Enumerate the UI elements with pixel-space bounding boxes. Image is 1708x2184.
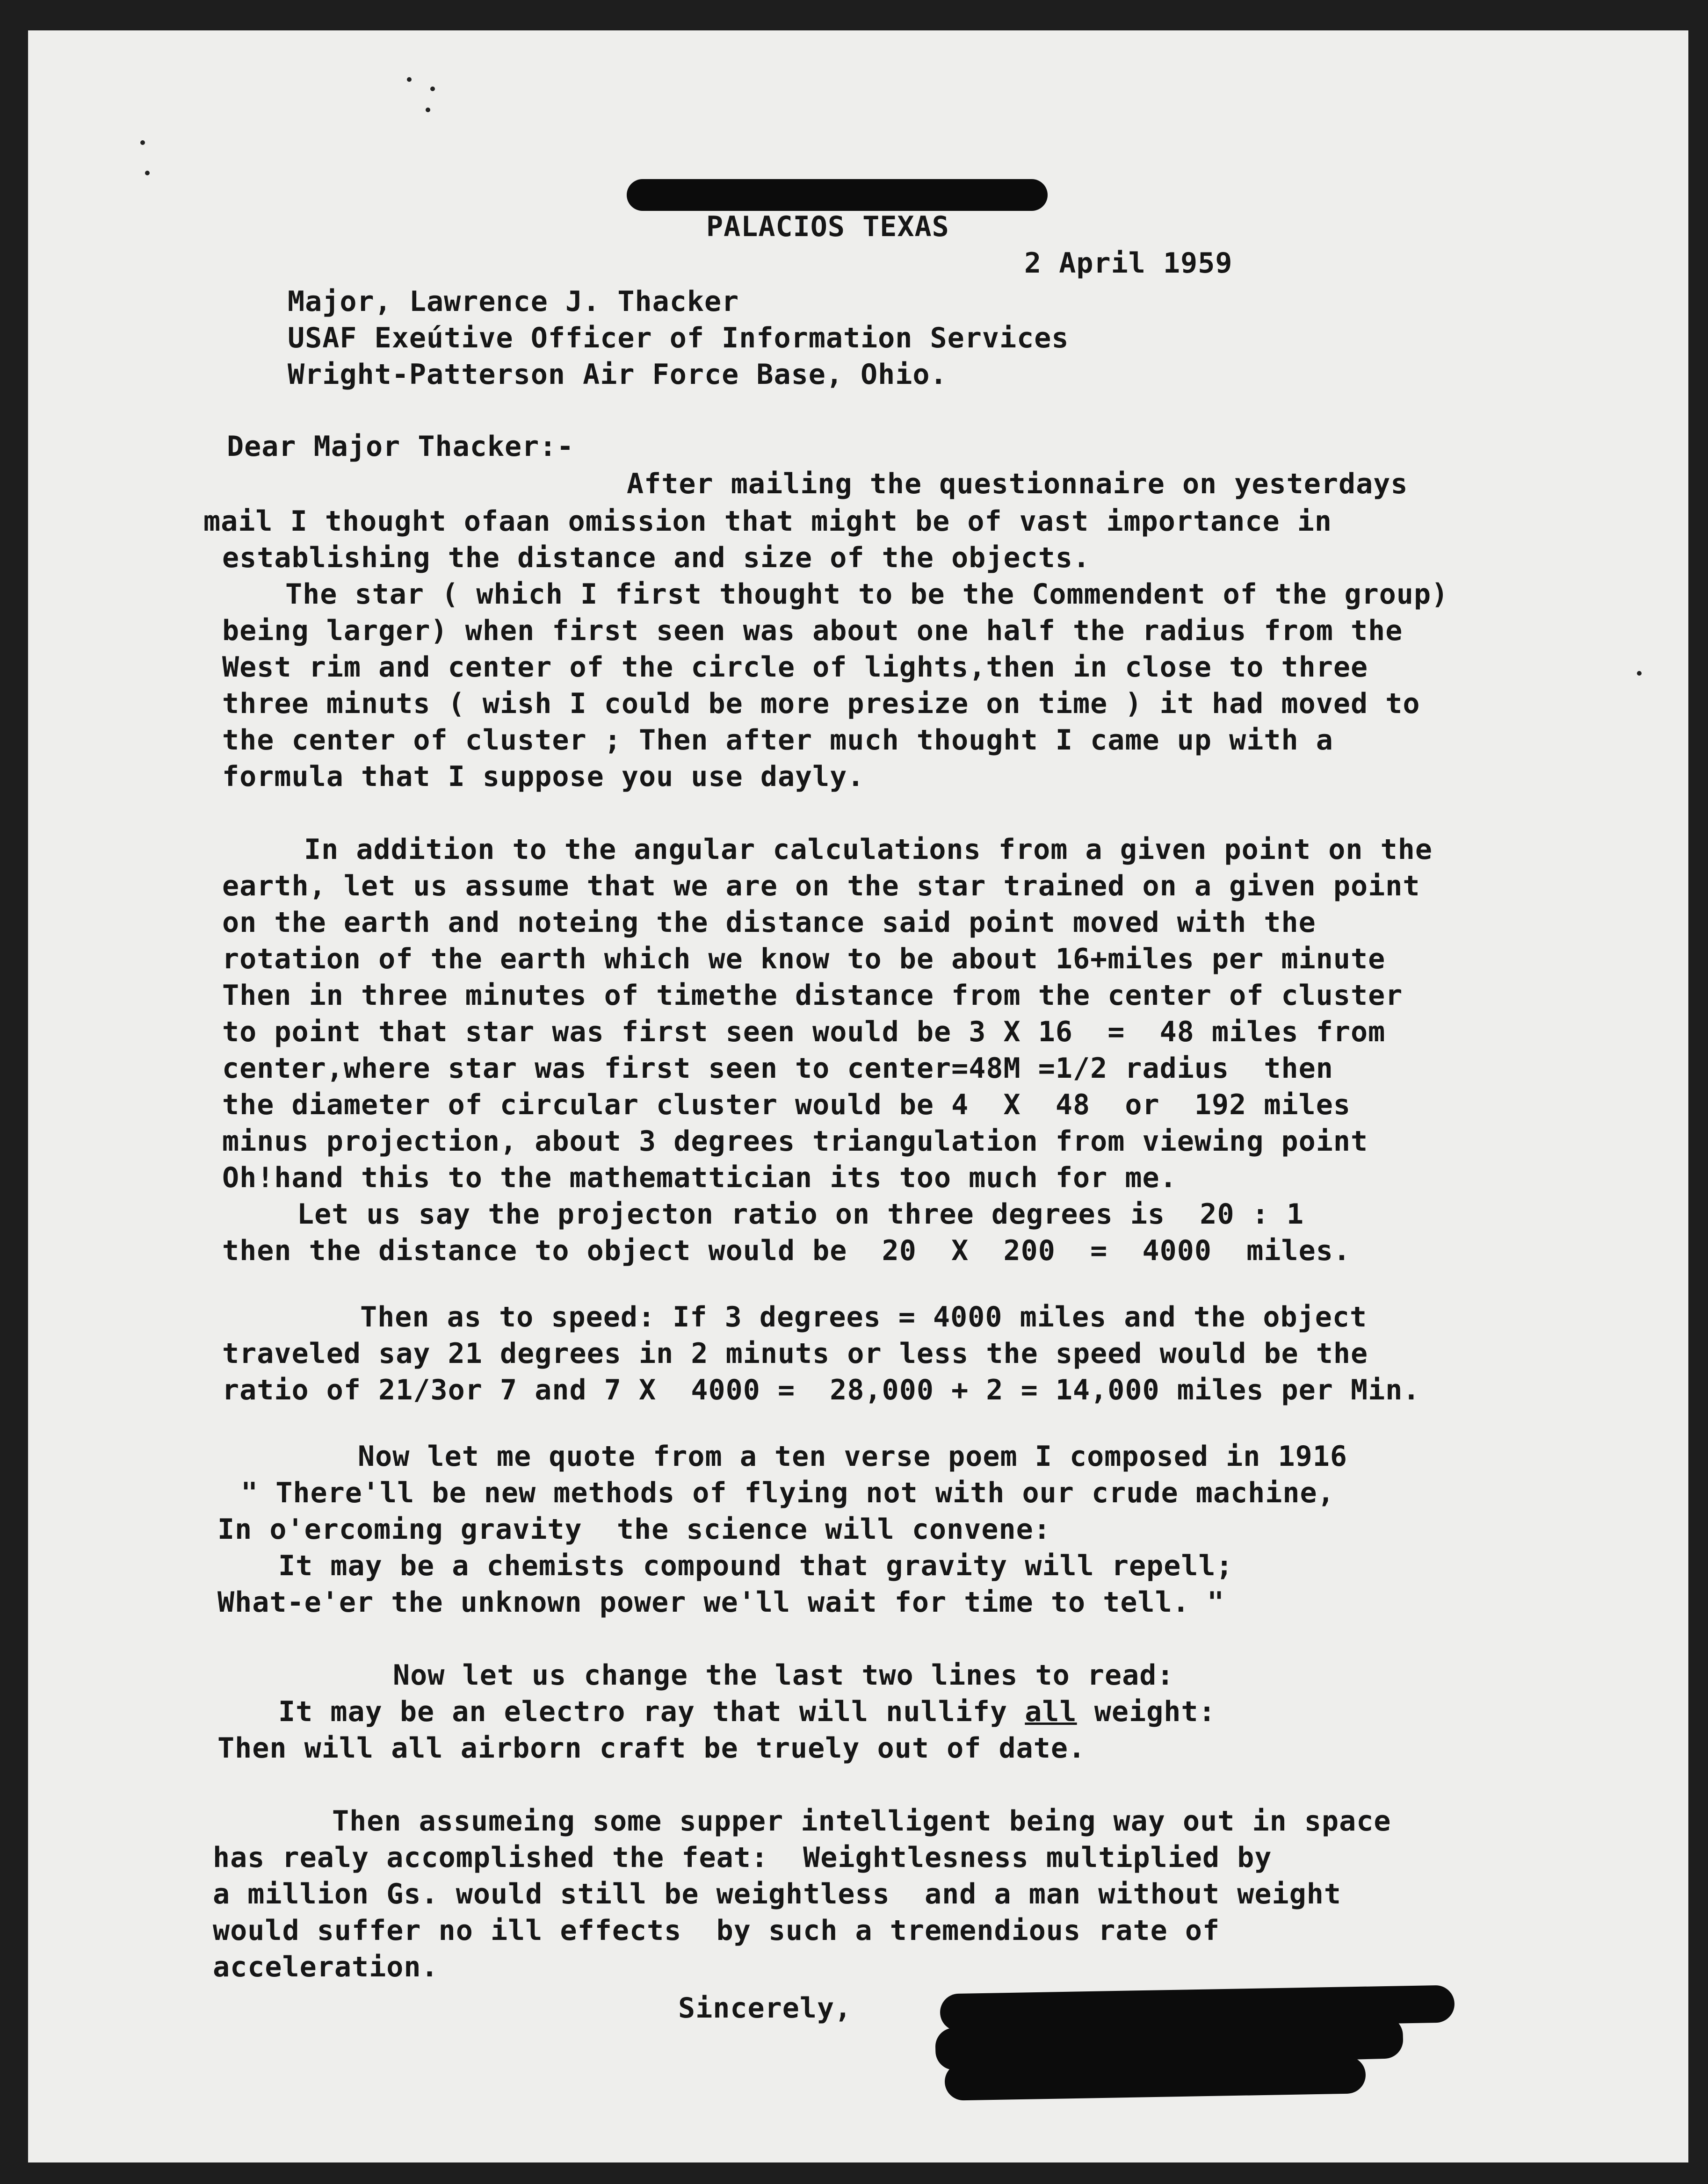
letter-date: 2 April 1959 bbox=[1024, 247, 1233, 280]
changed-line-2: Then will all airborn craft be truely out of date. bbox=[217, 1732, 1086, 1765]
para6-line: would suffer no ill effects by such a tremendious rate of bbox=[213, 1914, 1220, 1947]
scan-speck bbox=[426, 108, 430, 112]
para4-line: then the distance to object would be 20 X 200 = 4000 miles. bbox=[222, 1234, 1351, 1267]
poem-intro: Now let me quote from a ten verse poem I composed in 1916 bbox=[358, 1440, 1348, 1473]
changed-line-1-start: It may be an electro ray that will nullify bbox=[278, 1695, 1025, 1728]
redaction-bar-top bbox=[627, 179, 1048, 211]
para3-line: on the earth and noteing the distance said point moved with the bbox=[222, 906, 1316, 939]
para5-line: Then as to speed: If 3 degrees = 4000 miles and the object bbox=[360, 1301, 1368, 1333]
closing: Sincerely, bbox=[678, 1992, 852, 2025]
para5-line: ratio of 21/3or 7 and 7 X 4000 = 28,000 + 2 = 14,000 miles per Min. bbox=[222, 1374, 1420, 1406]
para6-line: acceleration. bbox=[213, 1951, 439, 1983]
para3-line: rotation of the earth which we know to be about 16+miles per minute bbox=[222, 943, 1386, 975]
para3-line: In addition to the angular calculations from a given point on the bbox=[304, 833, 1433, 866]
para1-line: mail I thought ofaan omission that might be of vast importance in bbox=[203, 505, 1332, 538]
para2-line: three minuts ( wish I could be more presize on time ) it had moved to bbox=[222, 687, 1420, 720]
para2-line: the center of cluster ; Then after much thought I came up with a bbox=[222, 724, 1333, 757]
scan-speck bbox=[145, 171, 150, 175]
address-line-2: USAF Exeútive Officer of Information Services bbox=[288, 322, 1069, 354]
changed-line-1 bbox=[278, 1693, 1216, 1730]
para5-line: traveled say 21 degrees in 2 minuts or less the speed would be the bbox=[222, 1337, 1368, 1370]
para3-line: earth, let us assume that we are on the star trained on a given point bbox=[222, 870, 1420, 902]
para2-line: formula that I suppose you use dayly. bbox=[222, 760, 865, 793]
address-line-1: Major, Lawrence J. Thacker bbox=[288, 285, 739, 318]
para2-line: being larger) when first seen was about one half the radius from the bbox=[222, 614, 1403, 647]
poem-line: In o'ercoming gravity the science will convene: bbox=[217, 1513, 1051, 1546]
scan-speck bbox=[430, 86, 435, 91]
address-line-3: Wright-Patterson Air Force Base, Ohio. bbox=[288, 358, 948, 391]
para2-line: West rim and center of the circle of lights,then in close to three bbox=[222, 651, 1368, 684]
letterhead-city: PALACIOS TEXAS bbox=[706, 210, 949, 243]
para3-line: Oh!hand this to the mathemattician its too much for me. bbox=[222, 1161, 1177, 1194]
para3-line: minus projection, about 3 degrees triangulation from viewing point bbox=[222, 1125, 1368, 1158]
scan-speck bbox=[407, 77, 412, 82]
letter-paper bbox=[28, 30, 1688, 2162]
para1-line: After mailing the questionnaire on yesterdays bbox=[627, 468, 1408, 500]
poem-line: What-e'er the unknown power we'll wait for time to tell. " bbox=[217, 1586, 1225, 1619]
poem-line: It may be a chemists compound that gravity will repell; bbox=[278, 1550, 1233, 1582]
para6-line: has realy accomplished the feat: Weightlesness multiplied by bbox=[213, 1841, 1272, 1874]
redaction-bar-signature bbox=[944, 2056, 1366, 2101]
para6-line: a million Gs. would still be weightless and a man without weight bbox=[213, 1878, 1341, 1910]
para1-line: establishing the distance and size of the objects. bbox=[222, 541, 1091, 574]
para4-line: Let us say the projecton ratio on three degrees is 20 : 1 bbox=[297, 1198, 1304, 1231]
para3-line: Then in three minutes of timethe distance from the center of cluster bbox=[222, 979, 1403, 1012]
change-intro: Now let us change the last two lines to read: bbox=[393, 1659, 1174, 1692]
para3-line: to point that star was first seen would be 3 X 16 = 48 miles from bbox=[222, 1016, 1386, 1048]
para3-line: the diameter of circular cluster would be 4 X 48 or 192 miles bbox=[222, 1088, 1351, 1121]
para2-line: The star ( which I first thought to be the Commendent of the group) bbox=[285, 578, 1449, 611]
scan-speck bbox=[140, 140, 145, 145]
para3-line: center,where star was first seen to center=48M =1/2 radius then bbox=[222, 1052, 1333, 1085]
para6-line: Then assumeing some supper intelligent being way out in space bbox=[332, 1805, 1391, 1838]
scan-speck bbox=[1637, 671, 1642, 676]
salutation: Dear Major Thacker:- bbox=[227, 430, 574, 463]
underlined-word: all bbox=[1025, 1695, 1077, 1728]
poem-line: " There'll be new methods of flying not with our crude machine, bbox=[241, 1477, 1335, 1509]
changed-line-1-end: weight: bbox=[1077, 1695, 1216, 1728]
